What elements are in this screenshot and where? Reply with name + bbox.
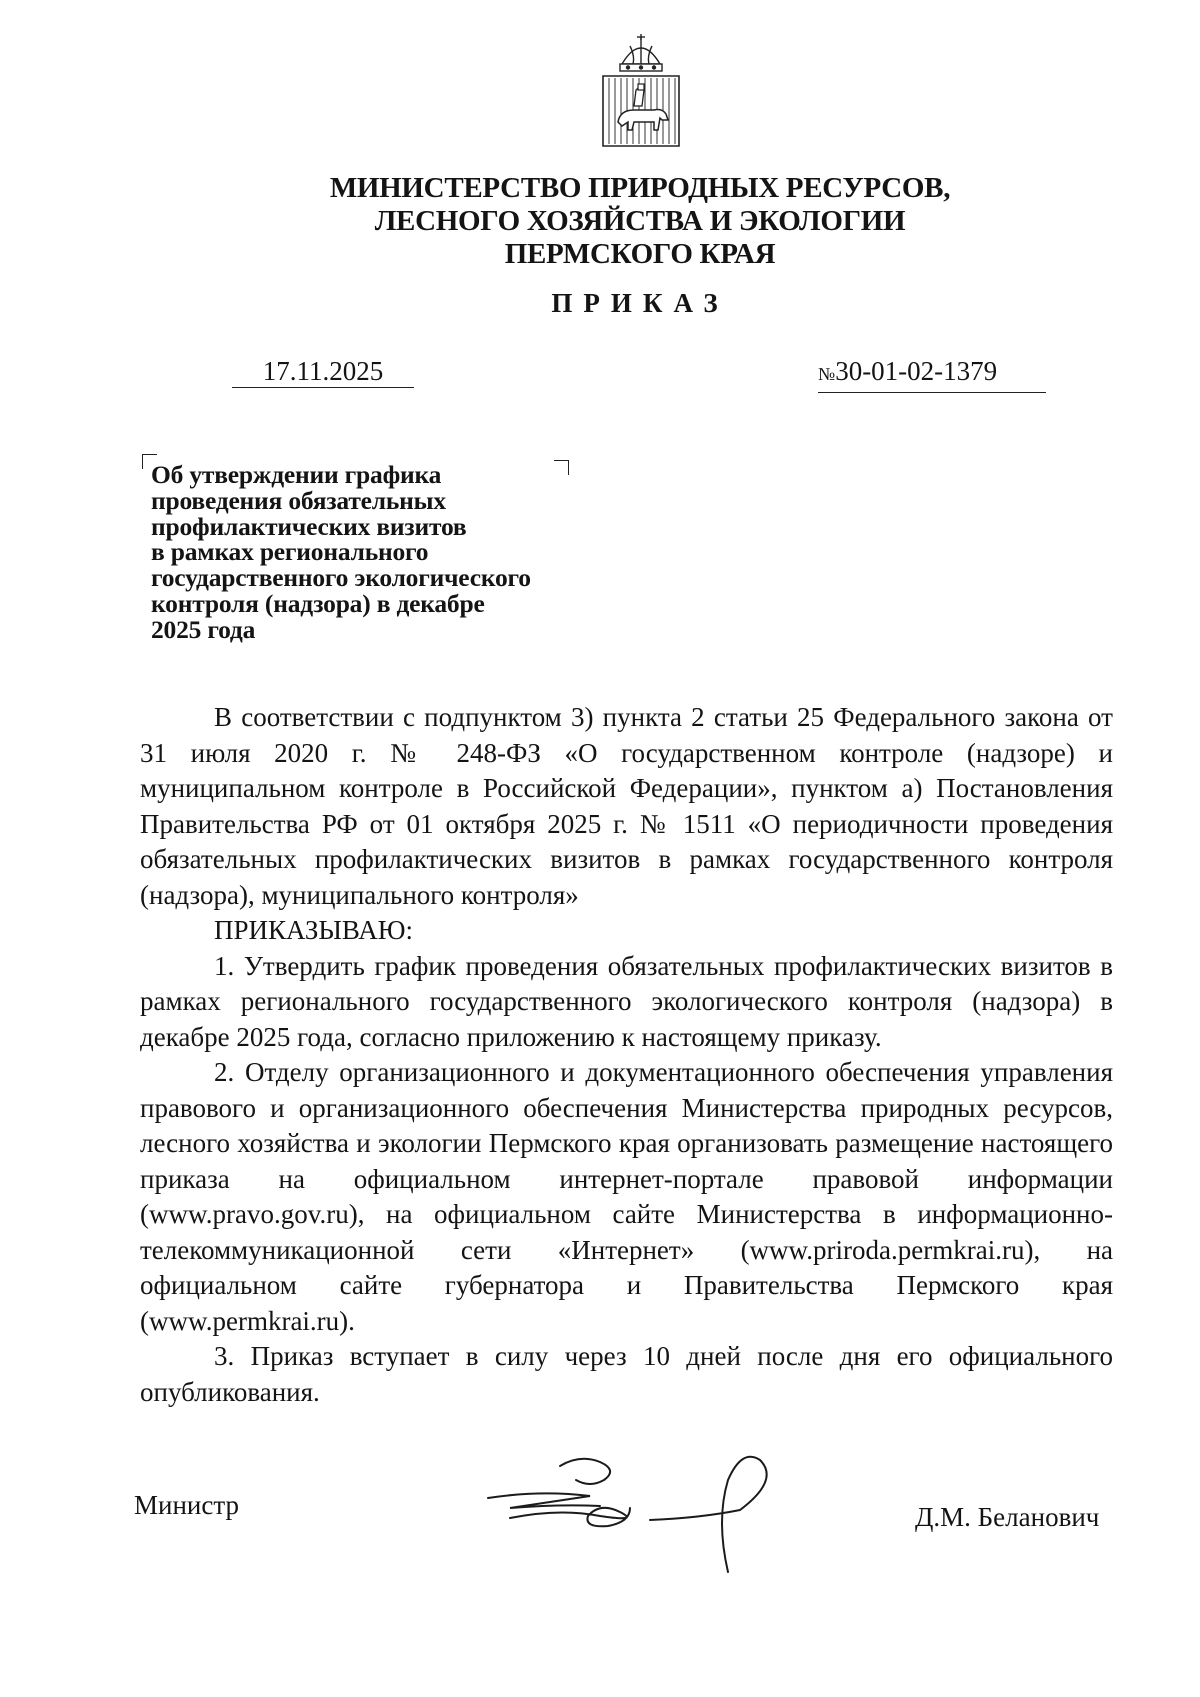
- handwritten-signature: [480, 1450, 820, 1580]
- document-body: [140, 700, 1113, 1410]
- signatory-name: Д.М. Беланович: [915, 1502, 1100, 1532]
- order-item-1: 1. Утвердить график проведения обязательных профилактических визитов в рамках регионального государственного экологического контроля (надзора) в декабре 2025 года, согласно приложению к настоящему приказу.: [140, 950, 1113, 1052]
- ministry-name-line: ЛЕСНОГО ХОЗЯЙСТВА И ЭКОЛОГИИ: [374, 205, 906, 237]
- subject-line: проведения обязательных: [151, 485, 446, 515]
- subject-line: в рамках регионального: [151, 537, 429, 567]
- document-date: 17.11.2025: [232, 356, 414, 388]
- preamble-paragraph: В соответствии с подпунктом 3) пункта 2 статьи 25 Федерального закона от 31 июля 2020 г. № 248-ФЗ «О государственном контроле (надзоре) и муниципальном контроле в Российской Федерации», пунктом а) Постановления Правительства РФ от 01 октября 2025 г. № 1511 «О периодичности проведения обязательных профилактических визитов в рамках государственного контроля (надзора), муниципального контроля»: [140, 702, 1113, 910]
- coat-of-arms-emblem-icon: [600, 34, 682, 152]
- signatory-position: Министр: [134, 1490, 239, 1520]
- order-item-3: 3. Приказ вступает в силу через 10 дней после дня его официального опубликования.: [140, 1341, 1113, 1407]
- subject-line: государственного экологического: [151, 563, 531, 593]
- order-item-2: 2. Отделу организационного и документационного обеспечения управления правового и организационного обеспечения Министерства природных ресурсов, лесного хозяйства и экологии Пермского края организовать размещение настоящего приказа на официальном интернет-портале правовой информации (www.pravo.gov.ru), на официальном сайте Министерства в информационно-телекоммуникационной сети «Интернет» (www.priroda.permkrai.ru), на официальном сайте губернатора и Правительства Пермского края (www.permkrai.ru).: [140, 1057, 1113, 1336]
- ministry-name-line: МИНИСТЕРСТВО ПРИРОДНЫХ РЕСУРСОВ,: [329, 172, 951, 204]
- subject-line: профилактических визитов: [151, 511, 467, 541]
- subject-line: 2025 года: [151, 614, 256, 644]
- number-sign: №: [818, 364, 836, 384]
- document-type-title: ПРИКАЗ: [551, 288, 729, 318]
- document-number-field: [818, 356, 1046, 393]
- document-number: 30-01-02-1379: [835, 356, 998, 386]
- document-subject: [151, 462, 621, 643]
- order-word: ПРИКАЗЫВАЮ:: [214, 915, 413, 945]
- ministry-name: [250, 172, 1030, 271]
- subject-line: контроля (надзора) в декабре: [151, 588, 485, 618]
- subject-line: Об утверждении графика: [151, 460, 442, 489]
- ministry-name-line: ПЕРМСКОГО КРАЯ: [504, 238, 776, 270]
